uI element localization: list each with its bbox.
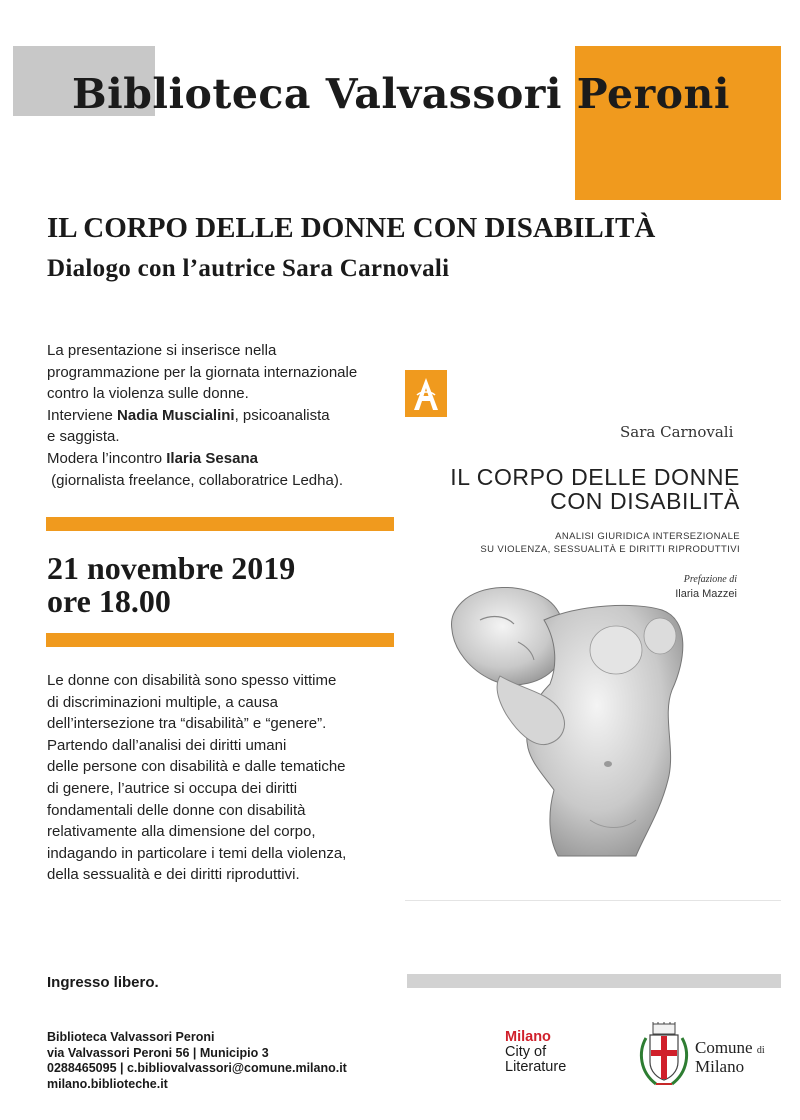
intro-line: La presentazione si inserisce nella (47, 342, 277, 359)
book-subtitle-line: SU VIOLENZA, SESSUALITÀ E DIRITTI RIPRODUTTIVI (480, 544, 740, 555)
description-line: di discriminazioni multiple, a causa (47, 693, 278, 711)
event-date: 21 novembre 2019 (47, 550, 296, 586)
description-line: indagando in particolare i temi della violenza, (47, 844, 347, 862)
description-line: dell’intersezione tra “disabilità” e “genere”. (47, 715, 327, 733)
orange-divider (46, 633, 394, 647)
description-line: Le donne con disabilità sono spesso vittime (47, 672, 337, 689)
book-subtitle-line: ANALISI GIURIDICA INTERSEZIONALE (555, 531, 740, 542)
book-title-line: CON DISABILITÀ (550, 488, 740, 514)
milano-city-of-literature-logo (505, 1030, 566, 1075)
city-of-text: City of (505, 1044, 547, 1060)
moderator-name: Ilaria Sesana (166, 449, 258, 467)
description-text (47, 670, 392, 886)
moderator-prefix: Modera l’incontro (47, 449, 167, 467)
gray-divider (407, 974, 781, 988)
literature-text: Literature (505, 1059, 567, 1075)
description-line: fondamentali delle donne con disabilità (47, 801, 306, 819)
intro-line: programmazione per la giornata internazionale (47, 363, 358, 381)
footer-address: via Valvassori Peroni 56 | Municipio 3 (47, 1045, 269, 1060)
speaker-prefix: Interviene (47, 406, 118, 424)
comune-city: Milano (695, 1057, 745, 1076)
book-author: Sara Carnovali (620, 423, 734, 441)
footer-library-name: Biblioteca Valvassori Peroni (47, 1030, 215, 1044)
speaker-role-line: e saggista. (47, 428, 120, 446)
publisher-a-logo-icon (405, 370, 447, 417)
event-subtitle: Dialogo con l’autrice Sara Carnovali (47, 255, 450, 282)
footer-contacts: 0288465095 | c.bibliovalvassori@comune.milano.it (47, 1061, 347, 1075)
comune-word: Comune (695, 1038, 753, 1057)
book-title-line: IL CORPO DELLE DONNE (450, 464, 740, 490)
orange-divider (46, 517, 394, 531)
description-line: relativamente alla dimensione del corpo, (47, 823, 316, 841)
book-subtitle (420, 530, 740, 556)
comune-di-word: di (756, 1045, 765, 1056)
description-line: della sessualità e dei diritti riproduttivi. (47, 866, 300, 884)
intro-line: contro la violenza sulle donne. (47, 385, 249, 403)
description-line: delle persone con disabilità e dalle tematiche (47, 758, 346, 776)
description-line: Partendo dall’analisi dei diritti umani (47, 736, 287, 754)
moderator-line (47, 448, 392, 470)
event-time: ore 18.00 (47, 583, 171, 619)
moderator-role: (giornalista freelance, collaboratrice Ledha). (47, 471, 343, 489)
footer-website[interactable]: milano.biblioteche.it (47, 1076, 168, 1091)
speaker-name: Nadia Muscialini (117, 406, 235, 424)
entry-free-label: Ingresso libero. (47, 974, 159, 991)
sculpture-image (440, 580, 700, 860)
library-title: Biblioteca Valvassori Peroni (72, 70, 730, 118)
comune-di-milano-text (695, 1040, 765, 1075)
speaker-line (47, 405, 392, 427)
book-title (420, 465, 740, 513)
description-line: di genere, l’autrice si occupa dei diritti (47, 779, 298, 797)
comune-milano-crest-icon (636, 1022, 692, 1088)
footer-contact (47, 1030, 347, 1092)
event-title: IL CORPO DELLE DONNE CON DISABILITÀ (47, 212, 656, 244)
book-preface-name: Ilaria Mazzei (675, 588, 737, 600)
milano-logo-text: Milano (505, 1029, 551, 1045)
event-datetime (47, 552, 295, 618)
speaker-role: , psicoanalista (234, 406, 330, 424)
book-preface-label: Prefazione di (683, 574, 737, 585)
intro-text (47, 340, 392, 491)
book-bottom-line (405, 900, 781, 901)
